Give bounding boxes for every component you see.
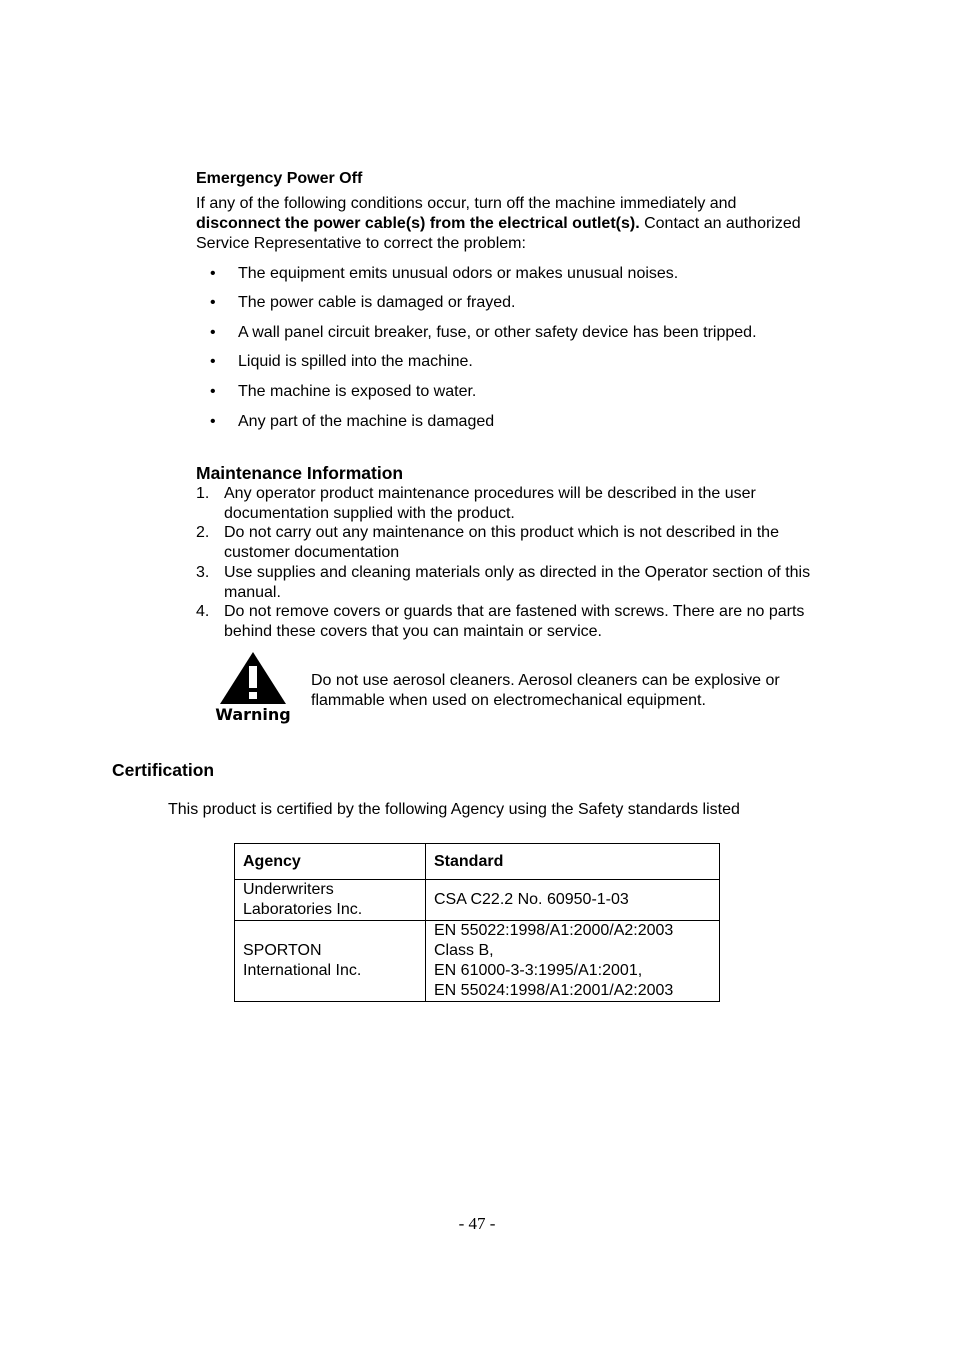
warning-triangle-icon xyxy=(212,650,294,726)
certification-table xyxy=(234,843,720,1002)
agency-line: Underwriters xyxy=(243,881,334,898)
maintenance-item-number: 4. xyxy=(196,603,210,620)
table-header-agency: Agency xyxy=(235,844,426,880)
bullet-symbol: • xyxy=(210,265,216,282)
emergency-heading: Emergency Power Off xyxy=(196,170,363,187)
emergency-item-text: The equipment emits unusual odors or makes unusual noises. xyxy=(238,265,679,282)
bullet-symbol: • xyxy=(210,294,216,311)
bullet-symbol: • xyxy=(210,353,216,370)
maintenance-item-number: 3. xyxy=(196,564,210,581)
bullet-symbol: • xyxy=(210,413,216,430)
table-cell-agency xyxy=(235,880,426,921)
maintenance-item-text: Any operator product maintenance procedures will be described in the user documentation supplied with the product. xyxy=(224,485,756,522)
table-row xyxy=(235,921,720,1002)
table-cell-standard xyxy=(426,921,720,1002)
emergency-item-text: Any part of the machine is damaged xyxy=(238,413,495,430)
agency-line: International Inc. xyxy=(243,962,362,979)
table-row xyxy=(235,880,720,921)
emergency-item-text: A wall panel circuit breaker, fuse, or other safety device has been tripped. xyxy=(238,324,757,341)
maintenance-item-number: 2. xyxy=(196,524,210,541)
table-header-row xyxy=(235,844,720,880)
standard-line: EN 55022:1998/A1:2000/A2:2003 xyxy=(434,922,674,939)
maintenance-heading: Maintenance Information xyxy=(196,463,404,483)
standard-line: CSA C22.2 No. 60950-1-03 xyxy=(434,891,629,908)
table-header-standard: Standard xyxy=(426,844,720,880)
emergency-item-text: The machine is exposed to water. xyxy=(238,383,477,400)
bullet-symbol: • xyxy=(210,324,216,341)
emergency-intro-end: Contact an authorized Service Representative to correct the problem: xyxy=(196,215,801,252)
emergency-intro xyxy=(196,194,816,254)
table-cell-agency xyxy=(235,921,426,1002)
bullet-symbol: • xyxy=(210,383,216,400)
maintenance-item-text: Do not carry out any maintenance on this product which is not described in the customer documentation xyxy=(224,524,779,561)
emergency-item-text: Liquid is spilled into the machine. xyxy=(238,353,473,370)
certification-intro: This product is certified by the following Agency using the Safety standards listed xyxy=(168,801,740,818)
agency-line: SPORTON xyxy=(243,942,322,959)
agency-line: Laboratories Inc. xyxy=(243,901,363,918)
standard-line: EN 55024:1998/A1:2001/A2:2003 xyxy=(434,982,674,999)
maintenance-item-text: Do not remove covers or guards that are fastened with screws. There are no parts behind these covers that you can maintain or service. xyxy=(224,603,805,640)
standard-line: EN 61000-3-3:1995/A1:2001, xyxy=(434,962,643,979)
table-cell-standard xyxy=(426,880,720,921)
warning-text: Do not use aerosol cleaners. Aerosol cleaners can be explosive or flammable when used on electromechanical equipment. xyxy=(311,672,780,709)
emergency-intro-bold: disconnect the power cable(s) from the electrical outlet(s). xyxy=(196,215,640,232)
emergency-intro-start: If any of the following conditions occur, turn off the machine immediately and xyxy=(196,195,737,212)
certification-heading: Certification xyxy=(112,760,215,780)
warning-label: Warning xyxy=(215,705,291,724)
warning-icon xyxy=(212,650,294,726)
page-number: - 47 - xyxy=(458,1214,496,1233)
standard-line: Class B, xyxy=(434,942,494,959)
maintenance-item-text: Use supplies and cleaning materials only as directed in the Operator section of this manual. xyxy=(224,564,811,601)
maintenance-item-number: 1. xyxy=(196,485,210,502)
emergency-item-text: The power cable is damaged or frayed. xyxy=(238,294,516,311)
